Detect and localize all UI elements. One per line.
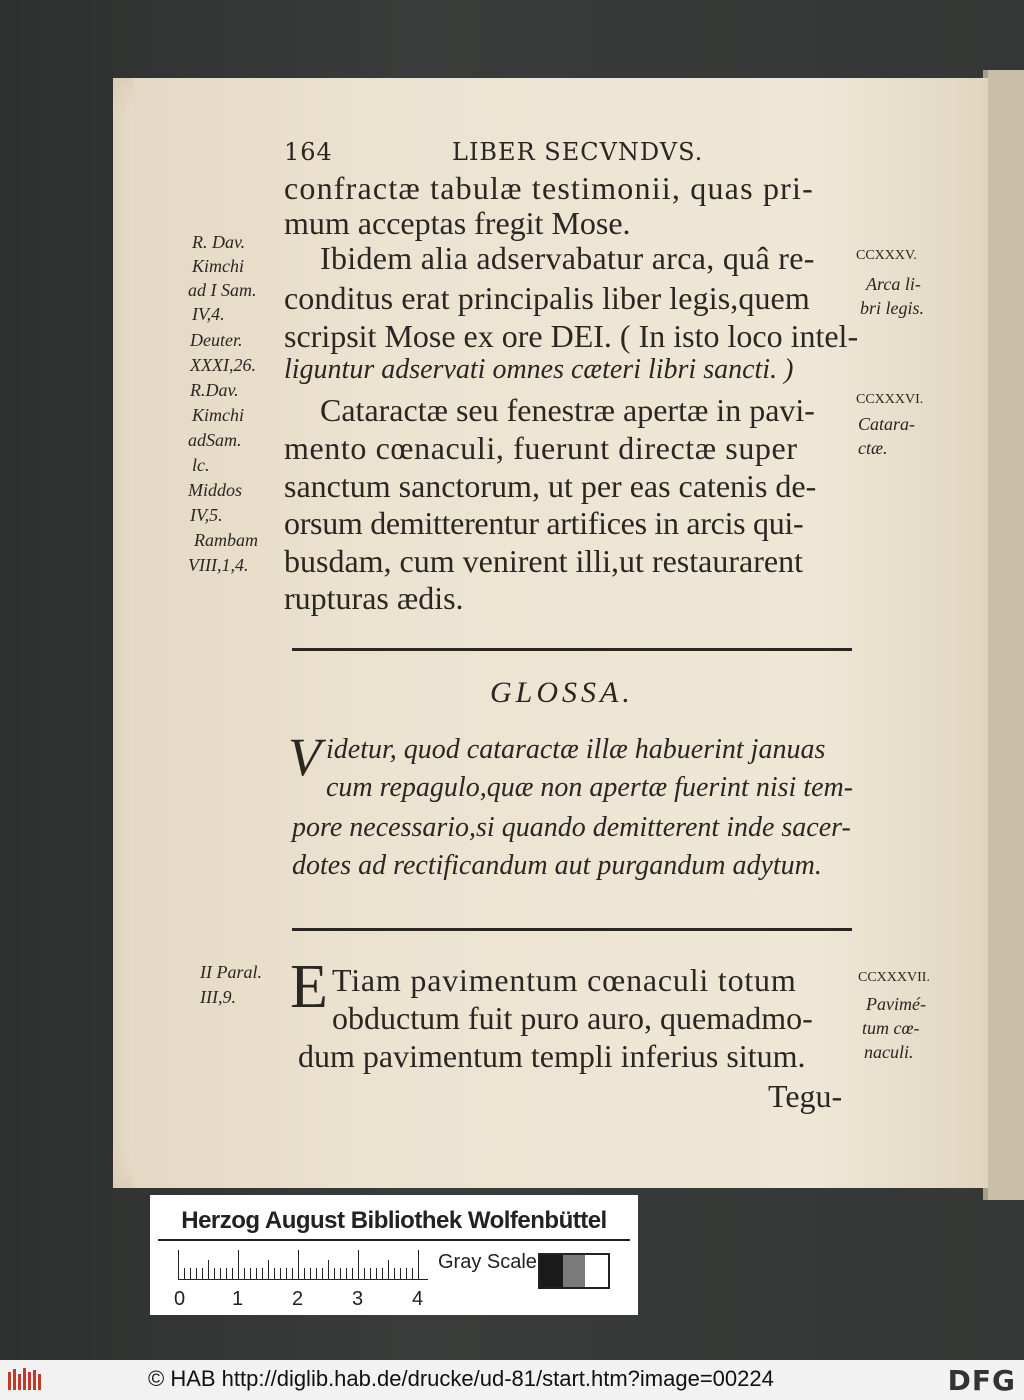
glossa-line: cum repagulo,quæ non apertæ fuerint nisi tem- [326,772,854,803]
body-line: orsum demitterentur artifices in arcis qui- [284,505,804,541]
body-line: busdam, cum venirent illi,ut restaurarent [284,543,803,579]
section-rule [292,928,852,931]
margin-note: ctæ. [858,438,888,458]
body-line: scripsit Mose ex ore DEI. ( In isto loco intel- [284,318,859,354]
glossa-title: GLOSSA. [490,676,634,709]
margin-note: Catara- [858,414,916,434]
next-page [988,70,1024,1200]
gray-swatch-mid [563,1255,586,1287]
margin-note: III,9. [200,987,236,1007]
margin-note: VIII,1,4. [188,555,249,575]
margin-note: II Paral. [200,962,262,982]
label-divider [158,1239,630,1241]
gray-swatch-dark [540,1255,563,1287]
glossa-dropcap: V [288,727,321,787]
page-number: 164 [284,138,333,166]
footer-bar [0,1360,1024,1400]
scale-number: 0 [174,1288,186,1310]
gray-scale-swatch [538,1253,610,1289]
catchword: Tegu- [768,1078,843,1114]
margin-note-number: CCXXXVII. [858,970,930,985]
paragraph-dropcap: E [290,953,328,1021]
body-line: mum acceptas fregit Mose. [284,205,631,241]
scale-number: 1 [232,1288,244,1310]
margin-note-number: CCXXXVI. [856,392,924,407]
scale-number: 4 [412,1288,424,1310]
body-line: conditus erat principalis liber legis,quem [284,280,810,316]
margin-note: IV,5. [190,505,223,525]
margin-note: Deuter. [190,330,243,350]
hab-logo-icon [6,1366,44,1394]
margin-note: tum cœ- [862,1018,920,1038]
body-line: confractæ tabulæ testimonii, quas pri- [284,170,814,206]
body-line: mento cœnaculi, fuerunt directæ super [284,430,798,466]
margin-note: naculi. [864,1042,914,1062]
dfg-logo: DFG [947,1364,1016,1397]
body-line: Ibidem alia adservabatur arca, quâ re- [320,240,815,276]
section-rule [292,648,852,651]
margin-note: lc. [192,455,210,475]
margin-note: bri legis. [860,298,925,318]
scale-number: 2 [292,1288,304,1310]
library-name: Herzog August Bibliothek Wolfenbüttel [181,1207,607,1234]
margin-note: Arca li- [866,274,921,294]
margin-note: R.Dav. [190,380,239,400]
scale-ruler [178,1250,428,1280]
body-line: sanctum sanctorum, ut per eas catenis de- [284,468,817,504]
running-title: LIBER SECVNDVS. [452,138,704,166]
copyright-link[interactable]: © HAB http://diglib.hab.de/drucke/ud-81/start.htm?image=00224 [148,1366,774,1391]
glossa-line: dotes ad rectificandum aut purgandum adytum. [292,850,822,881]
margin-note-number: CCXXXV. [856,248,917,263]
glossa-line: idetur, quod cataractæ illæ habuerint januas [326,734,826,765]
margin-note: ad I Sam. [188,280,257,300]
margin-note: adSam. [188,430,242,450]
margin-note: Rambam [194,530,258,550]
margin-note: Pavimé- [866,994,926,1014]
glossa-line: pore necessario,si quando demitterent inde sacer- [292,812,851,843]
body-line: Cataractæ seu fenestræ apertæ in pavi- [320,392,815,428]
body-line: rupturas ædis. [284,580,464,616]
body-line: obductum fuit puro auro, quemadmo- [332,1000,813,1036]
body-line: dum pavimentum templi inferius situm. [298,1038,806,1074]
margin-note: IV,4. [192,304,225,324]
gray-scale-label: Gray Scale [438,1251,537,1273]
margin-note: XXXI,26. [190,355,256,375]
scale-number: 3 [352,1288,364,1310]
margin-note: Kimchi [192,256,244,276]
body-line: Tiam pavimentum cœnaculi totum [332,962,797,998]
margin-note: Middos [188,480,242,500]
gray-swatch-light [585,1255,608,1287]
body-line: liguntur adservati omnes cæteri libri sancti. ) [284,354,794,385]
margin-note: R. Dav. [192,232,246,252]
margin-note: Kimchi [192,405,244,425]
library-label [150,1195,638,1315]
